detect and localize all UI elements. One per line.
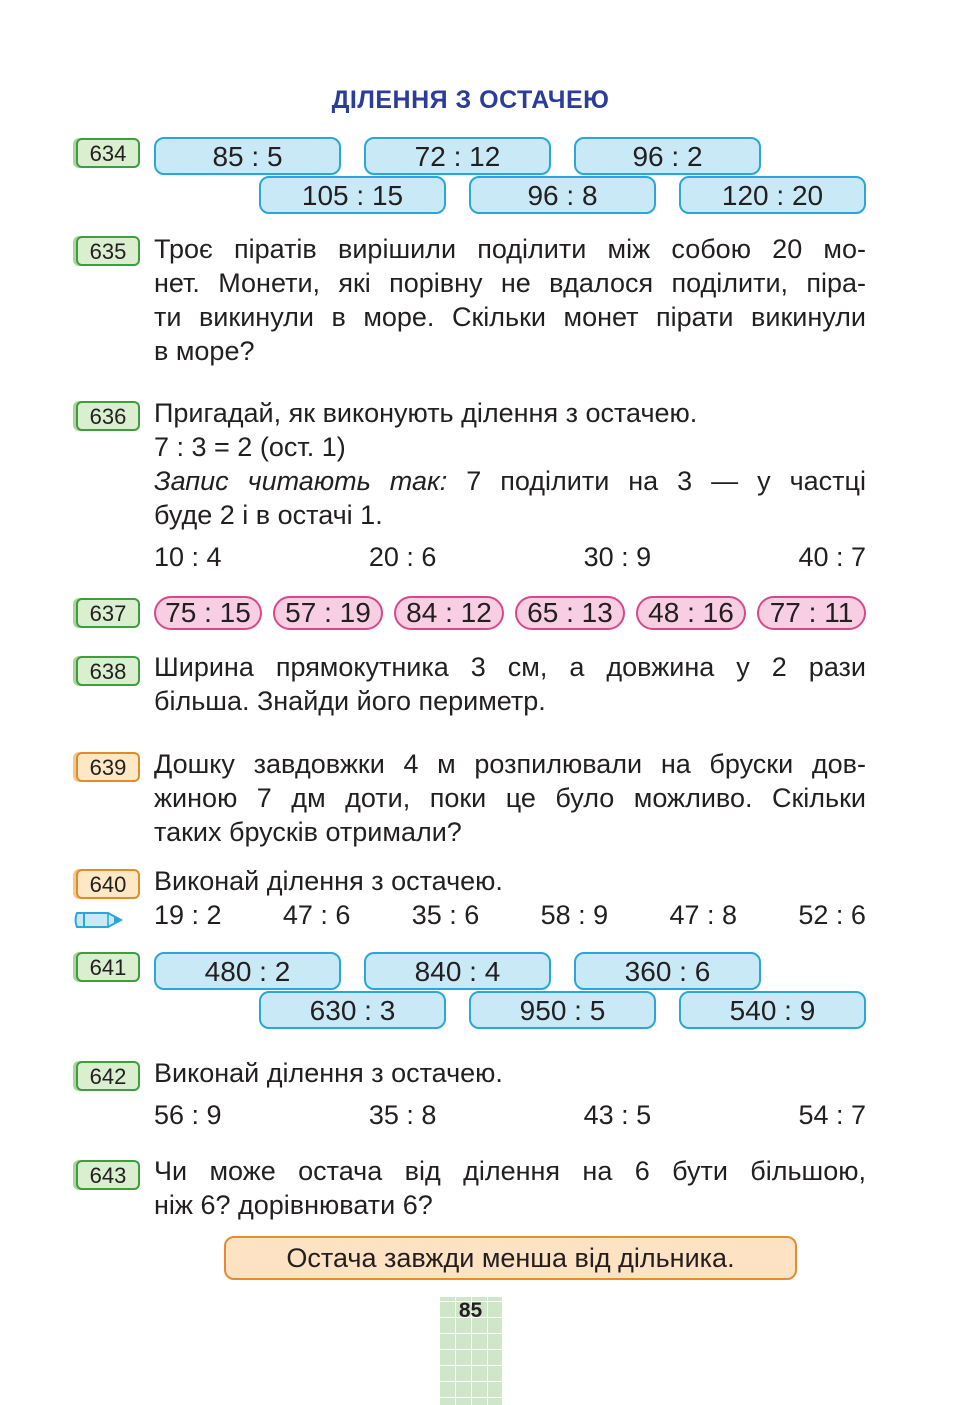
expression-box: 105 : 15 (259, 176, 446, 214)
text-line: жиною 7 дм доти, поки це було можливо. Скільки (154, 783, 866, 813)
expression-box: 950 : 5 (469, 991, 656, 1029)
exercise-number-638: 638 (76, 656, 140, 686)
exercise-number-635: 635 (76, 236, 140, 266)
exercise-640-text (154, 864, 866, 898)
expression-oval: 84 : 12 (394, 596, 504, 630)
exercise-642-text (154, 1056, 866, 1090)
expression-box: 96 : 2 (574, 137, 761, 175)
text-line: Ширина прямокутника 3 см, а довжина у 2 рази (154, 652, 866, 682)
expression: 35 : 6 (411, 900, 480, 930)
expression: 20 : 6 (368, 542, 437, 572)
expression-oval: 77 : 11 (757, 596, 866, 630)
expression: 56 : 9 (154, 1100, 222, 1130)
expression: 52 : 6 (798, 900, 866, 930)
exercise-number-637: 637 (76, 598, 140, 628)
exercise-642-expressions (154, 1098, 866, 1132)
text-line: в море? (154, 336, 255, 366)
text-line: Троє піратів вирішили поділити між собою 20 мо- (154, 234, 866, 264)
expression-box: 540 : 9 (679, 991, 866, 1029)
exercise-638-text (154, 650, 866, 718)
exercise-number-639: 639 (76, 752, 140, 782)
expression-box: 96 : 8 (469, 176, 656, 214)
exercise-number-642: 642 (76, 1061, 140, 1091)
exercise-number-636: 636 (76, 401, 140, 431)
text-line: більша. Знайди його периметр. (154, 686, 546, 716)
text-line: 7 : 3 = 2 (ост. 1) (154, 432, 346, 462)
expression: 47 : 6 (282, 900, 351, 930)
exercise-number-641: 641 (76, 952, 140, 982)
text-line: буде 2 і в остачі 1. (154, 500, 383, 530)
text-line: Чи може остача від ділення на 6 бути більшою, (154, 1156, 866, 1186)
exercise-639-text (154, 747, 866, 849)
expression: 10 : 4 (154, 542, 222, 572)
expression-box: 85 : 5 (154, 137, 341, 175)
expression: 58 : 9 (540, 900, 609, 930)
text-line: нет. Монети, які порівну не вдалося поділити, піра- (154, 268, 866, 298)
text-line: Виконай ділення з остачею. (154, 866, 503, 896)
exercise-636-expressions (154, 540, 866, 574)
rule-callout: Остача завжди менша від дільника. (224, 1236, 797, 1280)
pencil-icon (74, 909, 124, 931)
text-fragment: 7 поділити на 3 — у частці (447, 466, 866, 496)
expression-oval: 48 : 16 (636, 596, 746, 630)
text-line (154, 464, 866, 498)
expression: 54 : 7 (798, 1100, 866, 1130)
expression: 19 : 2 (154, 900, 222, 930)
expression-oval: 57 : 19 (273, 596, 383, 630)
italic-lead: Запис читають так: (154, 466, 448, 496)
expression: 30 : 9 (583, 542, 652, 572)
text-line: Дошку завдовжки 4 м розпилювали на бруски дов- (154, 749, 866, 779)
text-line: Пригадай, як виконують ділення з остачею. (154, 398, 698, 428)
expression-oval: 75 : 15 (154, 596, 262, 630)
exercise-635-text (154, 232, 866, 368)
expression-box: 630 : 3 (259, 991, 446, 1029)
expression-box: 840 : 4 (364, 952, 551, 990)
expression: 40 : 7 (798, 542, 866, 572)
expression: 43 : 5 (583, 1100, 652, 1130)
expression-box: 72 : 12 (364, 137, 551, 175)
text-line: таких брусків отримали? (154, 817, 462, 847)
text-line: Виконай ділення з остачею. (154, 1058, 503, 1088)
page-title: ДІЛЕННЯ З ОСТАЧЕЮ (331, 86, 610, 114)
exercise-640-expressions (154, 898, 866, 932)
expression: 35 : 8 (368, 1100, 437, 1130)
exercise-636-text (154, 396, 866, 532)
exercise-number-643: 643 (76, 1160, 140, 1190)
expression: 47 : 8 (669, 900, 738, 930)
expression-box: 480 : 2 (154, 952, 341, 990)
expression-oval: 65 : 13 (515, 596, 625, 630)
page-number-tab (439, 1297, 502, 1405)
text-line: ніж 6? дорівнювати 6? (154, 1190, 433, 1220)
expression-box: 120 : 20 (679, 176, 866, 214)
expression-box: 360 : 6 (574, 952, 761, 990)
exercise-number-640: 640 (76, 869, 140, 899)
exercise-number-634: 634 (76, 138, 140, 168)
text-line: ти викинули в море. Скільки монет пірати викинули (154, 302, 866, 332)
exercise-643-text (154, 1154, 866, 1222)
page-number: 85 (458, 1299, 483, 1322)
